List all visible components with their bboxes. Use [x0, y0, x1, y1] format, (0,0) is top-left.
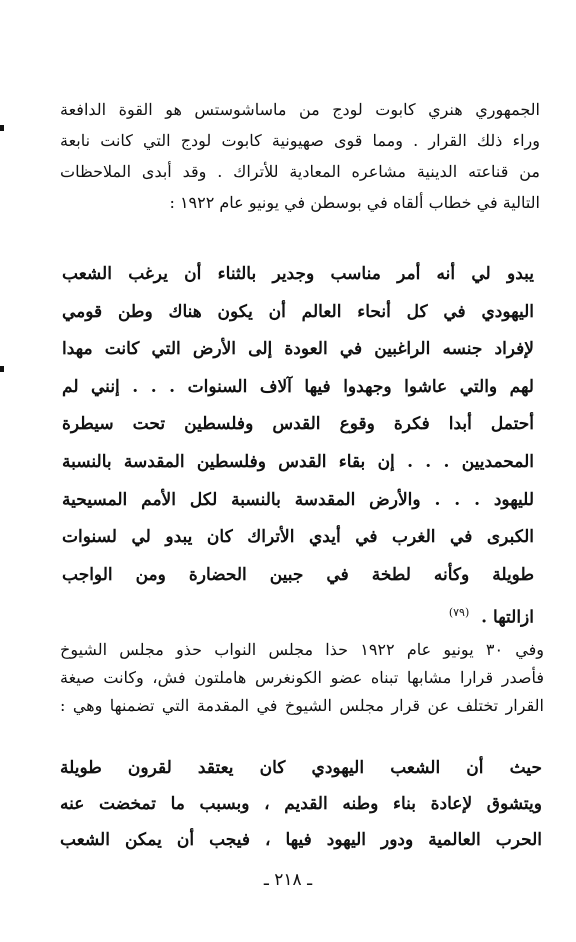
- quote-line: لهم والتي عاشوا وجهدوا فيها آلاف السنوات . . . إنني لم: [62, 376, 534, 397]
- quote-line: حيث أن الشعب اليهودي كان يعتقد لقرون طويلة: [60, 758, 542, 778]
- footnote-reference: (٧٩): [448, 606, 470, 620]
- text-line: وراء ذلك القرار . ومما قوى صهيونية كابوت لودج التي كانت نابعة: [60, 131, 540, 150]
- quote-line: ازالتها .: [481, 608, 534, 628]
- quote-line: طويلة وكأنه لطخة في جبين الحضارة ومن الواجب: [62, 564, 534, 585]
- quote-line: ويتشوق لإعادة بناء وطنه القديم ، وبسبب ما تمخضت عنه: [60, 794, 542, 814]
- quote-line: المحمديين . . . إن بقاء القدس وفلسطين المقدسة بالنسبة: [62, 451, 534, 472]
- page-number: ـ ٢١٨ ـ: [263, 870, 313, 890]
- quote-last-line: [62, 594, 534, 632]
- text-line: القرار تختلف عن قرار مجلس الشيوخ في المقدمة التي تضمنها وهي :: [60, 696, 544, 715]
- text-line: الجمهوري هنري كابوت لودج من ماساشوستس هو القوة الدافعة: [60, 100, 540, 119]
- quote-line: الحرب العالمية ودور اليهود فيها ، فيجب أن يمكن الشعب: [60, 830, 542, 850]
- quote-line: لإفراد جنسه الراغبين في العودة إلى الأرض التي كانت مهدا: [62, 339, 534, 360]
- quote-line: أحتمل أبدا فكرة وقوع القدس وفلسطين تحت سيطرة: [62, 414, 534, 435]
- quote-line: يبدو لي أنه أمر مناسب وجدير بالثناء أن يرغب الشعب: [62, 264, 534, 284]
- margin-mark: [0, 366, 4, 372]
- resolution-quote: [60, 750, 542, 858]
- lodge-quote: [62, 256, 534, 632]
- house-resolution-paragraph: [60, 636, 544, 720]
- quote-line: اليهودي في كل أنحاء العالم أن يكون هناك وطن قومي: [62, 301, 534, 322]
- quote-line: الكبرى في الغرب في أيدي الأتراك كان يبدو لي لسنوات: [62, 527, 534, 548]
- text-line: التالية في خطاب ألقاه في بوسطن في يونيو عام ١٩٢٢ :: [169, 193, 540, 212]
- margin-mark: [0, 125, 4, 131]
- quote-line: لليهود . . . والأرض المقدسة بالنسبة لكل الأمم المسيحية: [62, 489, 534, 510]
- text-line: من قناعته الدينية مشاعره المعادية للأتراك . وقد أبدى الملاحظات: [60, 162, 540, 181]
- text-line: وفي ٣٠ يونيو عام ١٩٢٢ حذا مجلس النواب حذو مجلس الشيوخ: [60, 640, 544, 659]
- text-line: فأصدر قرارا مشابها تبناه عضو الكونغرس هاملتون فش، وكانت صيغة: [60, 668, 544, 687]
- intro-paragraph: [60, 94, 540, 218]
